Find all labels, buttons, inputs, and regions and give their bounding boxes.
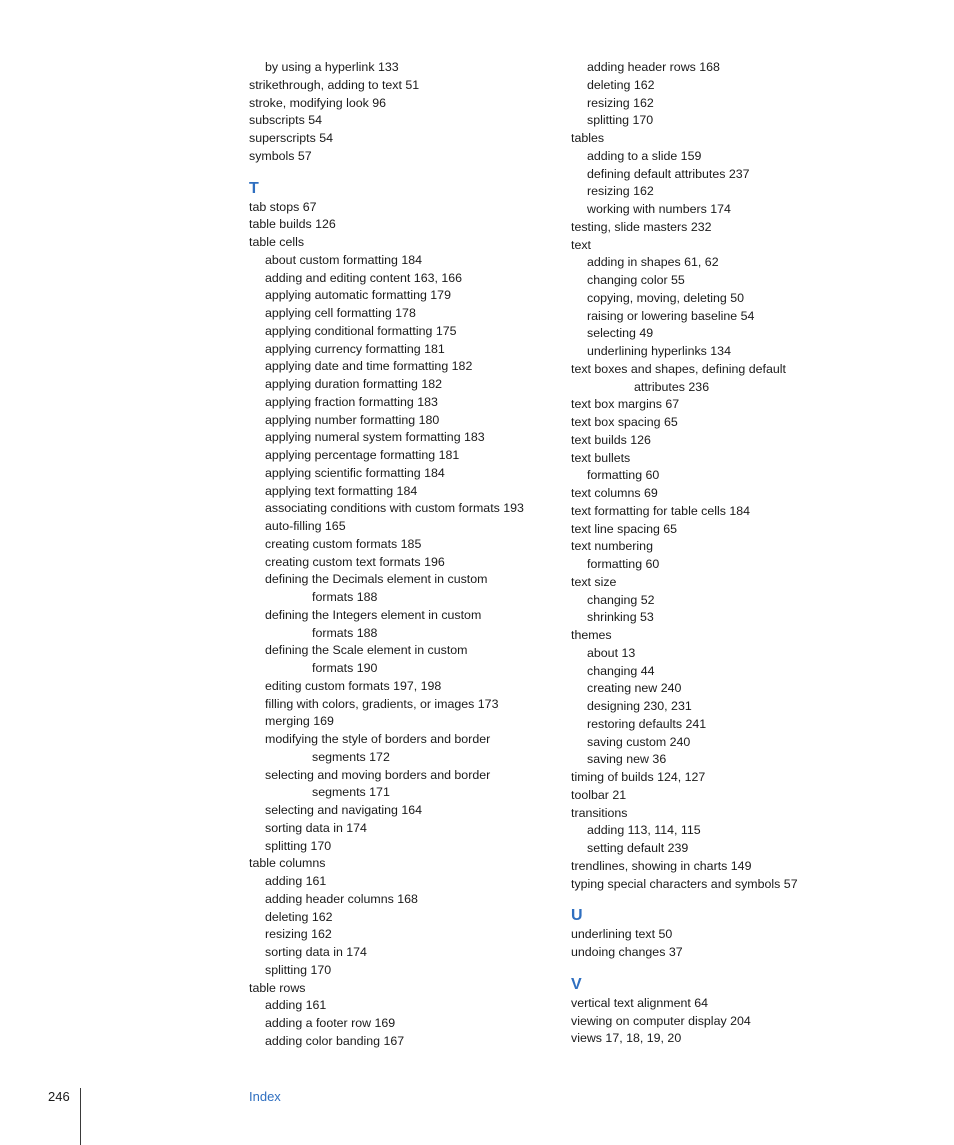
index-subentry: adding 161 bbox=[265, 874, 327, 888]
index-subentry: merging 169 bbox=[265, 714, 334, 729]
index-entry: strikethrough, adding to text 51 bbox=[249, 77, 420, 92]
index-entry: text numbering bbox=[571, 539, 653, 554]
index-letter-heading: U bbox=[571, 907, 583, 925]
index-letter-heading: T bbox=[249, 179, 259, 197]
index-entry: text line spacing 65 bbox=[571, 521, 678, 536]
index-subentry: applying date and time formatting 182 bbox=[265, 359, 473, 374]
index-entry: table rows bbox=[249, 980, 306, 995]
index-subentry: applying scientific formatting 184 bbox=[265, 465, 445, 480]
index-entry: timing of builds 124, 127 bbox=[571, 770, 706, 784]
index-entry: subscripts 54 bbox=[249, 113, 323, 128]
index-entry: typing special characters and symbols 57 bbox=[571, 876, 798, 891]
index-subentry: changing 52 bbox=[587, 592, 655, 607]
index-entry: underlining text 50 bbox=[571, 927, 673, 942]
index-subentry: defining the Decimals element in custom bbox=[265, 572, 488, 587]
index-subentry: auto-filling 165 bbox=[265, 519, 346, 533]
index-letter-heading: V bbox=[571, 975, 582, 993]
index-subentry: defining the Scale element in custom bbox=[265, 643, 468, 658]
index-entry: superscripts 54 bbox=[249, 131, 334, 145]
index-subentry: adding 161 bbox=[265, 998, 327, 1013]
index-entry: text box margins 67 bbox=[571, 397, 680, 412]
index-subentry: working with numbers 174 bbox=[587, 202, 731, 216]
index-subentry: adding 113, 114, 115 bbox=[587, 823, 701, 838]
index-entry: stroke, modifying look 96 bbox=[249, 95, 387, 110]
index-entry: text size bbox=[571, 574, 617, 589]
index-subentry: setting default 239 bbox=[587, 841, 689, 855]
index-subentry-continuation: formats 188 bbox=[312, 590, 378, 604]
index-entry: vertical text alignment 64 bbox=[571, 995, 709, 1010]
index-subentry: deleting 162 bbox=[587, 77, 655, 92]
index-subentry: underlining hyperlinks 134 bbox=[587, 344, 731, 358]
index-subentry: restoring defaults 241 bbox=[587, 716, 707, 731]
index-subentry: formatting 60 bbox=[587, 557, 660, 571]
index-subentry: applying text formatting 184 bbox=[265, 483, 418, 498]
index-entry: text box spacing 65 bbox=[571, 415, 678, 429]
index-subentry: about 13 bbox=[587, 645, 636, 660]
index-entry: text bbox=[571, 237, 591, 252]
index-subentry: saving custom 240 bbox=[587, 734, 691, 749]
index-entry: tables bbox=[571, 131, 605, 145]
index-subentry-continuation: formats 188 bbox=[312, 625, 378, 640]
index-entry: undoing changes 37 bbox=[571, 945, 683, 959]
index-subentry: splitting 170 bbox=[265, 962, 332, 977]
index-subentry: applying conditional formatting 175 bbox=[265, 323, 457, 338]
index-entry: symbols 57 bbox=[249, 148, 312, 163]
index-subentry-continuation: segments 171 bbox=[312, 785, 390, 800]
index-subentry: adding header rows 168 bbox=[587, 60, 720, 74]
index-subentry: adding a footer row 169 bbox=[265, 1016, 396, 1030]
index-entry: viewing on computer display 204 bbox=[571, 1013, 751, 1028]
index-subentry: applying currency formatting 181 bbox=[265, 341, 445, 356]
index-subentry: applying fraction formatting 183 bbox=[265, 394, 438, 409]
index-entry: table columns bbox=[249, 856, 326, 871]
index-entry: text boxes and shapes, defining default bbox=[571, 361, 786, 376]
index-subentry: deleting 162 bbox=[265, 909, 333, 924]
index-subentry: adding color banding 167 bbox=[265, 1033, 405, 1048]
index-entry: toolbar 21 bbox=[571, 787, 627, 802]
index-column-left bbox=[249, 59, 559, 1051]
index-subentry: applying duration formatting 182 bbox=[265, 377, 443, 391]
index-subentry: selecting and moving borders and border bbox=[265, 767, 491, 782]
index-subentry: associating conditions with custom formats 193 bbox=[265, 501, 524, 516]
footer-section-label: Index bbox=[249, 1089, 281, 1104]
index-subentry: creating new 240 bbox=[587, 681, 682, 696]
index-entry: transitions bbox=[571, 805, 628, 820]
index-subentry: modifying the style of borders and border bbox=[265, 732, 491, 746]
index-subentry: applying cell formatting 178 bbox=[265, 306, 416, 320]
index-subentry: changing color 55 bbox=[587, 273, 685, 287]
index-entry: text formatting for table cells 184 bbox=[571, 503, 751, 518]
index-entry: views 17, 18, 19, 20 bbox=[571, 1031, 682, 1046]
index-subentry: copying, moving, deleting 50 bbox=[587, 290, 745, 305]
index-subentry: creating custom text formats 196 bbox=[265, 554, 445, 569]
index-subentry: resizing 162 bbox=[265, 927, 332, 942]
index-subentry: shrinking 53 bbox=[587, 610, 654, 625]
footer-divider bbox=[80, 1088, 81, 1145]
index-subentry: adding to a slide 159 bbox=[587, 148, 702, 163]
index-subentry: resizing 162 bbox=[587, 95, 654, 110]
page-number: 246 bbox=[48, 1089, 70, 1104]
index-subentry: raising or lowering baseline 54 bbox=[587, 308, 755, 323]
index-entry: text bullets bbox=[571, 450, 631, 465]
index-subentry: splitting 170 bbox=[587, 113, 654, 128]
index-subentry: formatting 60 bbox=[587, 468, 660, 483]
index-subentry: applying numeral system formatting 183 bbox=[265, 430, 485, 445]
index-subentry: by using a hyperlink 133 bbox=[265, 60, 399, 74]
index-subentry: resizing 162 bbox=[587, 184, 654, 199]
index-entry: text columns 69 bbox=[571, 486, 658, 500]
index-entry: themes bbox=[571, 628, 612, 642]
index-subentry: about custom formatting 184 bbox=[265, 252, 423, 267]
index-subentry: creating custom formats 185 bbox=[265, 536, 422, 551]
index-subentry-continuation: segments 172 bbox=[312, 749, 390, 764]
index-subentry: applying number formatting 180 bbox=[265, 412, 440, 427]
index-subentry: splitting 170 bbox=[265, 838, 332, 853]
index-subentry: defining default attributes 237 bbox=[587, 166, 750, 181]
index-subentry: selecting 49 bbox=[587, 326, 654, 341]
index-subentry: saving new 36 bbox=[587, 752, 667, 767]
index-subentry-continuation: formats 190 bbox=[312, 661, 378, 675]
index-subentry: applying percentage formatting 181 bbox=[265, 448, 460, 462]
index-subentry: sorting data in 174 bbox=[265, 820, 367, 835]
index-column-right bbox=[571, 59, 911, 1048]
index-entry: testing, slide masters 232 bbox=[571, 219, 712, 234]
index-subentry: defining the Integers element in custom bbox=[265, 607, 482, 622]
index-subentry: adding header columns 168 bbox=[265, 891, 418, 906]
index-entry: tab stops 67 bbox=[249, 199, 317, 214]
index-subentry: editing custom formats 197, 198 bbox=[265, 678, 442, 693]
index-subentry: designing 230, 231 bbox=[587, 699, 692, 713]
index-subentry: applying automatic formatting 179 bbox=[265, 288, 451, 303]
index-subentry: selecting and navigating 164 bbox=[265, 803, 423, 817]
index-subentry: sorting data in 174 bbox=[265, 945, 367, 959]
index-entry: table cells bbox=[249, 235, 305, 249]
index-subentry: changing 44 bbox=[587, 663, 655, 678]
index-subentry: filling with colors, gradients, or images 173 bbox=[265, 696, 499, 711]
index-subentry: adding in shapes 61, 62 bbox=[587, 255, 719, 270]
index-subentry: adding and editing content 163, 166 bbox=[265, 270, 463, 285]
index-entry: text builds 126 bbox=[571, 432, 651, 447]
index-entry: table builds 126 bbox=[249, 217, 336, 232]
index-entry: trendlines, showing in charts 149 bbox=[571, 858, 752, 873]
index-subentry-continuation: attributes 236 bbox=[634, 379, 710, 394]
